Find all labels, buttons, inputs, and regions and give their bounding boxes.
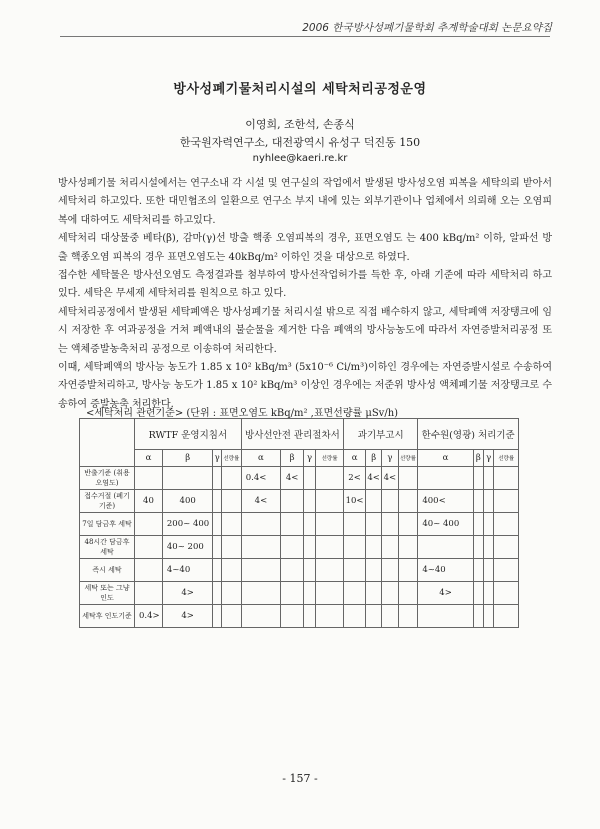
table-cell xyxy=(344,536,366,559)
table-cell xyxy=(281,559,304,582)
table-cell xyxy=(382,536,398,559)
table-cell xyxy=(304,559,316,582)
table-cell xyxy=(135,467,163,490)
subcol-gamma: γ xyxy=(304,450,316,467)
table-cell: 40~ 400 xyxy=(418,513,473,536)
table-cell xyxy=(135,513,163,536)
table-cell: 4~40 xyxy=(162,559,213,582)
table-cell xyxy=(304,536,316,559)
paragraph: 이때, 세탁폐액의 방사능 농도가 1.85 x 10² kBq/m³ (5x10⁻⁶ Ci/m³)이하인 경우에는 자연증발시설로 수송하여 자연증발처리하고, 방사능 농도가 1.85 x 10² kBq/m³ 이상인 경우에는 저준위 방사성 액체폐기물 저장탱크로 수송하여 증발농축 처리한다. xyxy=(58,362,552,410)
table-cell xyxy=(398,490,418,513)
table-cell: 4< xyxy=(281,467,304,490)
table-cell xyxy=(316,513,344,536)
table-cell xyxy=(382,582,398,605)
table-cell xyxy=(418,467,473,490)
table-cell xyxy=(494,536,519,559)
subcol-doserate: 선량률 xyxy=(398,450,418,467)
table-cell xyxy=(382,605,398,628)
subcol-beta: β xyxy=(473,450,483,467)
table-cell xyxy=(316,536,344,559)
table-cell xyxy=(398,582,418,605)
subcol-beta: β xyxy=(281,450,304,467)
table-cell xyxy=(213,536,221,559)
table-cell xyxy=(213,513,221,536)
table-cell xyxy=(213,605,221,628)
table-body xyxy=(80,467,519,628)
table-cell xyxy=(344,559,366,582)
table-cell xyxy=(418,536,473,559)
table-cell xyxy=(382,513,398,536)
table-cell xyxy=(398,513,418,536)
table-cell xyxy=(213,490,221,513)
subcol-alpha: α xyxy=(241,450,280,467)
subcol-gamma: γ xyxy=(213,450,221,467)
table-row xyxy=(80,513,519,536)
table-cell xyxy=(221,513,241,536)
table-cell xyxy=(382,490,398,513)
table-cell xyxy=(316,559,344,582)
row-label: 반출기준 (취용오염도) xyxy=(80,467,135,490)
table-cell xyxy=(221,582,241,605)
table-cell xyxy=(366,559,382,582)
table-cell xyxy=(473,513,483,536)
table-cell: 4< xyxy=(382,467,398,490)
table-cell xyxy=(483,536,493,559)
subcol-gamma: γ xyxy=(382,450,398,467)
table-cell xyxy=(135,559,163,582)
page-number: - 157 - xyxy=(282,772,318,785)
table-cell xyxy=(494,605,519,628)
table-row xyxy=(80,582,519,605)
table-cell: 40~ 200 xyxy=(162,536,213,559)
paragraph: 세탁처리공정에서 발생된 세탁폐액은 방사성폐기물 처리시설 밖으로 직접 배수하지 않고, 세탁폐액 저장탱크에 임시 저장한 후 여과공정을 거쳐 폐액내의 불순물을 제거한 다음 폐액의 방사능농도에 따라서 자연증발처리공정 또는 액체증발농축처리 공정으로 이송하여 처리한다. xyxy=(58,306,552,355)
table-cell xyxy=(344,582,366,605)
table-cell xyxy=(135,582,163,605)
table-cell: 10< xyxy=(344,490,366,513)
table-cell xyxy=(241,536,280,559)
table-cell xyxy=(316,605,344,628)
table-cell xyxy=(483,467,493,490)
table-cell: 400< xyxy=(418,490,473,513)
table-cell: 4~40 xyxy=(418,559,473,582)
subcol-beta: β xyxy=(366,450,382,467)
table-cell xyxy=(494,513,519,536)
table-cell: 2< xyxy=(344,467,366,490)
row-label: 7일 담금후 세탁 xyxy=(80,513,135,536)
table-cell xyxy=(344,513,366,536)
body-text xyxy=(58,175,552,414)
table-cell xyxy=(304,490,316,513)
table-cell xyxy=(366,536,382,559)
paragraph: 접수한 세탁물은 방사선오염도 측정결과를 첨부하여 방사선작업허가를 득한 후, 아래 기준에 따라 세탁처리 하고있다. 세탁은 무세제 세탁처리를 원칙으로 하고 있다. xyxy=(58,270,552,300)
table-cell: 0.4> xyxy=(135,605,163,628)
table-cell xyxy=(494,467,519,490)
table-cell xyxy=(316,467,344,490)
table-cell xyxy=(304,467,316,490)
table-cell xyxy=(494,490,519,513)
table-cell xyxy=(281,536,304,559)
table-cell xyxy=(241,513,280,536)
table-cell xyxy=(418,605,473,628)
table-row xyxy=(80,605,519,628)
table-row xyxy=(80,536,519,559)
table-cell: 4> xyxy=(418,582,473,605)
table-cell xyxy=(221,467,241,490)
table-cell xyxy=(221,605,241,628)
table-cell xyxy=(316,582,344,605)
paper-title: 방사성폐기물처리시설의 세탁처리공정운영 xyxy=(173,82,427,97)
table-cell xyxy=(483,490,493,513)
row-label: 세탁 또는 그냥 인도 xyxy=(80,582,135,605)
subcol-alpha: α xyxy=(135,450,163,467)
table-cell: 400 xyxy=(162,490,213,513)
row-label: 즉시 세탁 xyxy=(80,559,135,582)
email: nyhlee@kaeri.re.kr xyxy=(252,153,348,164)
table-cell xyxy=(366,582,382,605)
subcol-doserate: 선량률 xyxy=(316,450,344,467)
table-cell xyxy=(304,605,316,628)
table-cell: 40 xyxy=(135,490,163,513)
table-cell xyxy=(221,536,241,559)
table-cell xyxy=(241,559,280,582)
table-cell xyxy=(483,513,493,536)
table-caption: <세탁처리 관련기준> (단위 : 표면오염도 kBq/m² ,표면선량률 μSv/h) xyxy=(86,408,399,419)
subcol-doserate: 선량률 xyxy=(221,450,241,467)
table-row xyxy=(80,490,519,513)
table-cell xyxy=(213,582,221,605)
paragraph: 세탁처리 대상물중 베타(β), 감마(γ)선 방출 핵종 오염피복의 경우, 표면오염도 는 400 kBq/m² 이하, 알파선 방출 핵종오염 피복의 경우 표면오염도는 40kBq/m² 이하인 것을 대상으로 하였다. xyxy=(58,233,552,263)
subcol-beta: β xyxy=(162,450,213,467)
table-cell xyxy=(494,582,519,605)
table-cell xyxy=(281,513,304,536)
table-cell xyxy=(316,490,344,513)
subcol-doserate: 선량률 xyxy=(494,450,519,467)
table-cell: 4< xyxy=(241,490,280,513)
table-row xyxy=(80,559,519,582)
table-cell xyxy=(473,490,483,513)
paragraph: 방사성폐기물 처리시설에서는 연구소내 각 시설 및 연구실의 작업에서 발생된 방사성오염 피복을 세탁의뢰 받아서 세탁처리 하고있다. 또한 대민협조의 일환으로 연구소 부지 내에 있는 외부기관이나 업체에서 의뢰해 오는 오염피복에 대하여도 세탁처리를 하고있다. xyxy=(58,178,552,226)
table-cell xyxy=(281,605,304,628)
table-cell xyxy=(366,605,382,628)
table-row xyxy=(80,467,519,490)
table-cell xyxy=(473,582,483,605)
row-label: 세탁후 인도기준 xyxy=(80,605,135,628)
table-cell xyxy=(473,536,483,559)
group-header-safety: 방사선안전 관리절차서 xyxy=(241,419,343,450)
header-rule xyxy=(60,36,550,37)
row-label: 접수거절 (폐기기준) xyxy=(80,490,135,513)
table-cell xyxy=(473,559,483,582)
table-cell: 4> xyxy=(162,605,213,628)
table-cell xyxy=(304,513,316,536)
table-cell xyxy=(241,582,280,605)
table-cell: 4> xyxy=(162,582,213,605)
table-cell xyxy=(483,559,493,582)
group-header-ministry: 과기부고시 xyxy=(344,419,418,450)
group-header-rwtf: RWTF 운영지침서 xyxy=(135,419,242,450)
table-cell xyxy=(213,559,221,582)
table-cell: 0.4< xyxy=(241,467,280,490)
running-head: 2006 한국방사성폐기물학회 추계학술대회 논문요약집 xyxy=(302,22,552,34)
table-cell xyxy=(366,490,382,513)
authors: 이영희, 조한석, 손종식 xyxy=(245,118,355,131)
subcol-alpha: α xyxy=(344,450,366,467)
table-cell xyxy=(398,536,418,559)
regulation-table xyxy=(79,418,519,628)
table-cell xyxy=(135,536,163,559)
table-cell xyxy=(241,605,280,628)
affiliation: 한국원자력연구소, 대전광역시 유성구 덕진동 150 xyxy=(179,136,421,149)
table-cell: 4< xyxy=(366,467,382,490)
table-group-header-row xyxy=(80,419,519,450)
corner-cell xyxy=(80,419,135,467)
table-cell xyxy=(366,513,382,536)
table-cell xyxy=(344,605,366,628)
table-cell xyxy=(213,467,221,490)
table-cell xyxy=(281,490,304,513)
table-cell xyxy=(221,490,241,513)
table-cell xyxy=(494,559,519,582)
subcol-alpha: α xyxy=(418,450,473,467)
table-cell xyxy=(483,582,493,605)
table-cell xyxy=(483,605,493,628)
table-cell xyxy=(473,467,483,490)
table-cell xyxy=(382,559,398,582)
group-header-khnp: 한수원(영광) 처리기준 xyxy=(418,419,519,450)
table-cell xyxy=(281,582,304,605)
table-cell xyxy=(221,559,241,582)
table-cell xyxy=(398,559,418,582)
table-subheader-row xyxy=(80,450,519,467)
table-cell xyxy=(398,605,418,628)
row-label: 48시간 담금후 세탁 xyxy=(80,536,135,559)
table-cell xyxy=(398,467,418,490)
subcol-gamma: γ xyxy=(483,450,493,467)
table-cell xyxy=(304,582,316,605)
table-cell xyxy=(473,605,483,628)
table-cell: 200~ 400 xyxy=(162,513,213,536)
table-cell xyxy=(162,467,213,490)
